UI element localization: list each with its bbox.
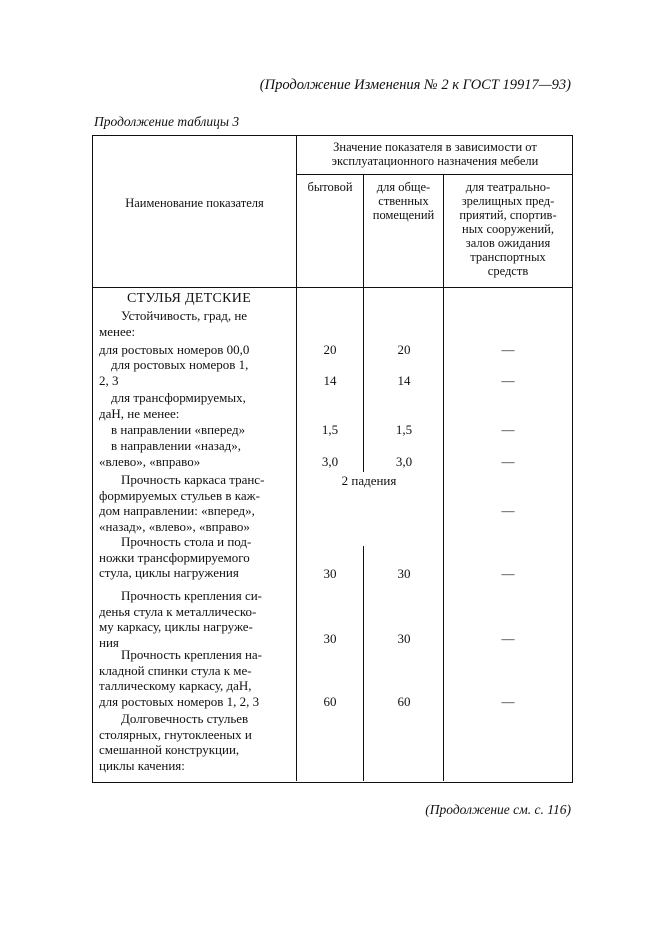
- theatre-header-line: залов ожидания: [465, 236, 551, 250]
- value-household: 14: [323, 373, 337, 388]
- row-text-line: столярных, гнутоклееных и: [99, 726, 252, 742]
- row-text-line: в направлении «вперед»: [111, 422, 246, 437]
- row-text-line: Устойчивость, град, не: [121, 308, 248, 323]
- row-text-line: «назад», «влево», «вправо»: [99, 518, 250, 534]
- section-title: СТУЛЬЯ ДЕТСКИЕ: [127, 291, 252, 306]
- value-merged-drops: 2 падения: [341, 473, 397, 488]
- row-text-line: кладной спинки стула к ме-: [99, 662, 252, 678]
- household-header: [297, 180, 363, 194]
- public-header: [364, 180, 443, 222]
- value-public: 60: [397, 694, 411, 709]
- public-header-line: для обще-: [376, 180, 431, 194]
- value-public: 14: [397, 373, 411, 388]
- row-frame-strength: [99, 472, 264, 534]
- row-back-left-right: [99, 438, 241, 469]
- row-sizes-1-2-3: [99, 357, 248, 388]
- value-public: 30: [397, 566, 411, 581]
- row-text-line: для ростовых номеров 1,: [111, 357, 249, 372]
- value-household: 20: [323, 342, 337, 357]
- continued-footer: (Продолжение см. с. 116): [425, 802, 571, 817]
- row-text-line: для ростовых номеров 1, 2, 3: [99, 693, 260, 709]
- row-text-line: ния: [99, 634, 119, 650]
- row-text-line: Долговечность стульев: [121, 711, 249, 726]
- name-column-header: Наименование показателя: [125, 196, 264, 210]
- value-household: 30: [323, 566, 337, 581]
- row-text-line: в направлении «назад»,: [111, 438, 242, 453]
- theatre-header-line: для театрально-: [465, 180, 551, 194]
- row-durability: [99, 711, 252, 773]
- value-household: 60: [323, 694, 337, 709]
- row-text-line: циклы качения:: [99, 757, 185, 773]
- value-theatre: —: [501, 373, 515, 388]
- theatre-header-line: ных сооружений,: [462, 222, 554, 236]
- theatre-header-line: зрелищных пред-: [461, 194, 555, 208]
- row-text-line: формируемых стульев в каж-: [99, 487, 260, 503]
- header-bottom-rule: [93, 287, 572, 288]
- group-header: [297, 140, 573, 168]
- row-forward: [111, 422, 245, 438]
- value-theatre: —: [501, 454, 515, 469]
- value-theatre: —: [501, 566, 515, 581]
- value-theatre: —: [501, 422, 515, 437]
- col-divider-name: [296, 136, 297, 781]
- group-header-line-2: эксплуатационного назначения мебели: [331, 154, 539, 168]
- row-transformable: [99, 390, 246, 421]
- document-continuation-header: (Продолжение Изменения № 2 к ГОСТ 19917—93): [259, 77, 571, 93]
- theatre-header-line: транспортных: [470, 250, 546, 264]
- value-public: 1,5: [395, 422, 413, 437]
- row-text-line: дом направлении: «вперед»,: [99, 503, 255, 519]
- value-theatre: —: [501, 503, 515, 518]
- row-text-line: Прочность крепления си-: [121, 588, 263, 603]
- theatre-header-line: приятий, спортив-: [459, 208, 557, 222]
- row-text-line: для ростовых номеров 00,0: [99, 342, 250, 357]
- col-divider-household-body: [363, 287, 364, 472]
- row-text-line: «влево», «вправо»: [99, 453, 201, 469]
- row-backrest-fastening: [99, 647, 262, 709]
- row-text-line: му каркасу, циклы нагруже-: [99, 619, 253, 635]
- household-header-line: бытовой: [307, 180, 353, 194]
- row-stability: [99, 308, 291, 339]
- row-text-line: даН, не менее:: [99, 405, 180, 421]
- value-household: 1,5: [321, 422, 339, 437]
- header-group-rule: [296, 174, 572, 175]
- row-text-line: ножки трансформируемого: [99, 549, 250, 565]
- row-text-line: денья стула к металлическо-: [99, 603, 257, 619]
- row-text-line: смешанной конструкции,: [99, 742, 240, 758]
- col-divider-household-body2: [363, 546, 364, 781]
- table-caption: Продолжение таблицы 3: [94, 114, 240, 129]
- row-text-line: для трансформируемых,: [111, 390, 246, 405]
- value-theatre: —: [501, 631, 515, 646]
- indicator-table: [92, 135, 573, 783]
- value-public: 20: [397, 342, 411, 357]
- theatre-header: [444, 180, 572, 278]
- value-theatre: —: [501, 694, 515, 709]
- value-household: 3,0: [321, 454, 339, 469]
- value-public: 30: [397, 631, 411, 646]
- row-table-leg-strength: [99, 534, 251, 581]
- row-text-line: 2, 3: [99, 372, 119, 388]
- row-seat-fastening: [99, 588, 262, 650]
- value-public: 3,0: [395, 454, 413, 469]
- value-household: 30: [323, 631, 337, 646]
- row-text-line: таллическому каркасу, даН,: [99, 678, 252, 694]
- group-header-line-1: Значение показателя в зависимости от: [333, 140, 537, 154]
- row-text-line: Прочность каркаса транс-: [121, 472, 265, 487]
- theatre-header-line: средств: [487, 264, 529, 278]
- value-theatre: —: [501, 342, 515, 357]
- row-text-line: Прочность крепления на-: [121, 647, 263, 662]
- public-header-line: ственных: [378, 194, 429, 208]
- row-text-line: менее:: [99, 323, 136, 339]
- row-text-line: стула, циклы нагружения: [99, 565, 239, 581]
- public-header-line: помещений: [372, 208, 435, 222]
- row-sizes-00-0: [99, 342, 249, 358]
- row-text-line: Прочность стола и под-: [121, 534, 252, 549]
